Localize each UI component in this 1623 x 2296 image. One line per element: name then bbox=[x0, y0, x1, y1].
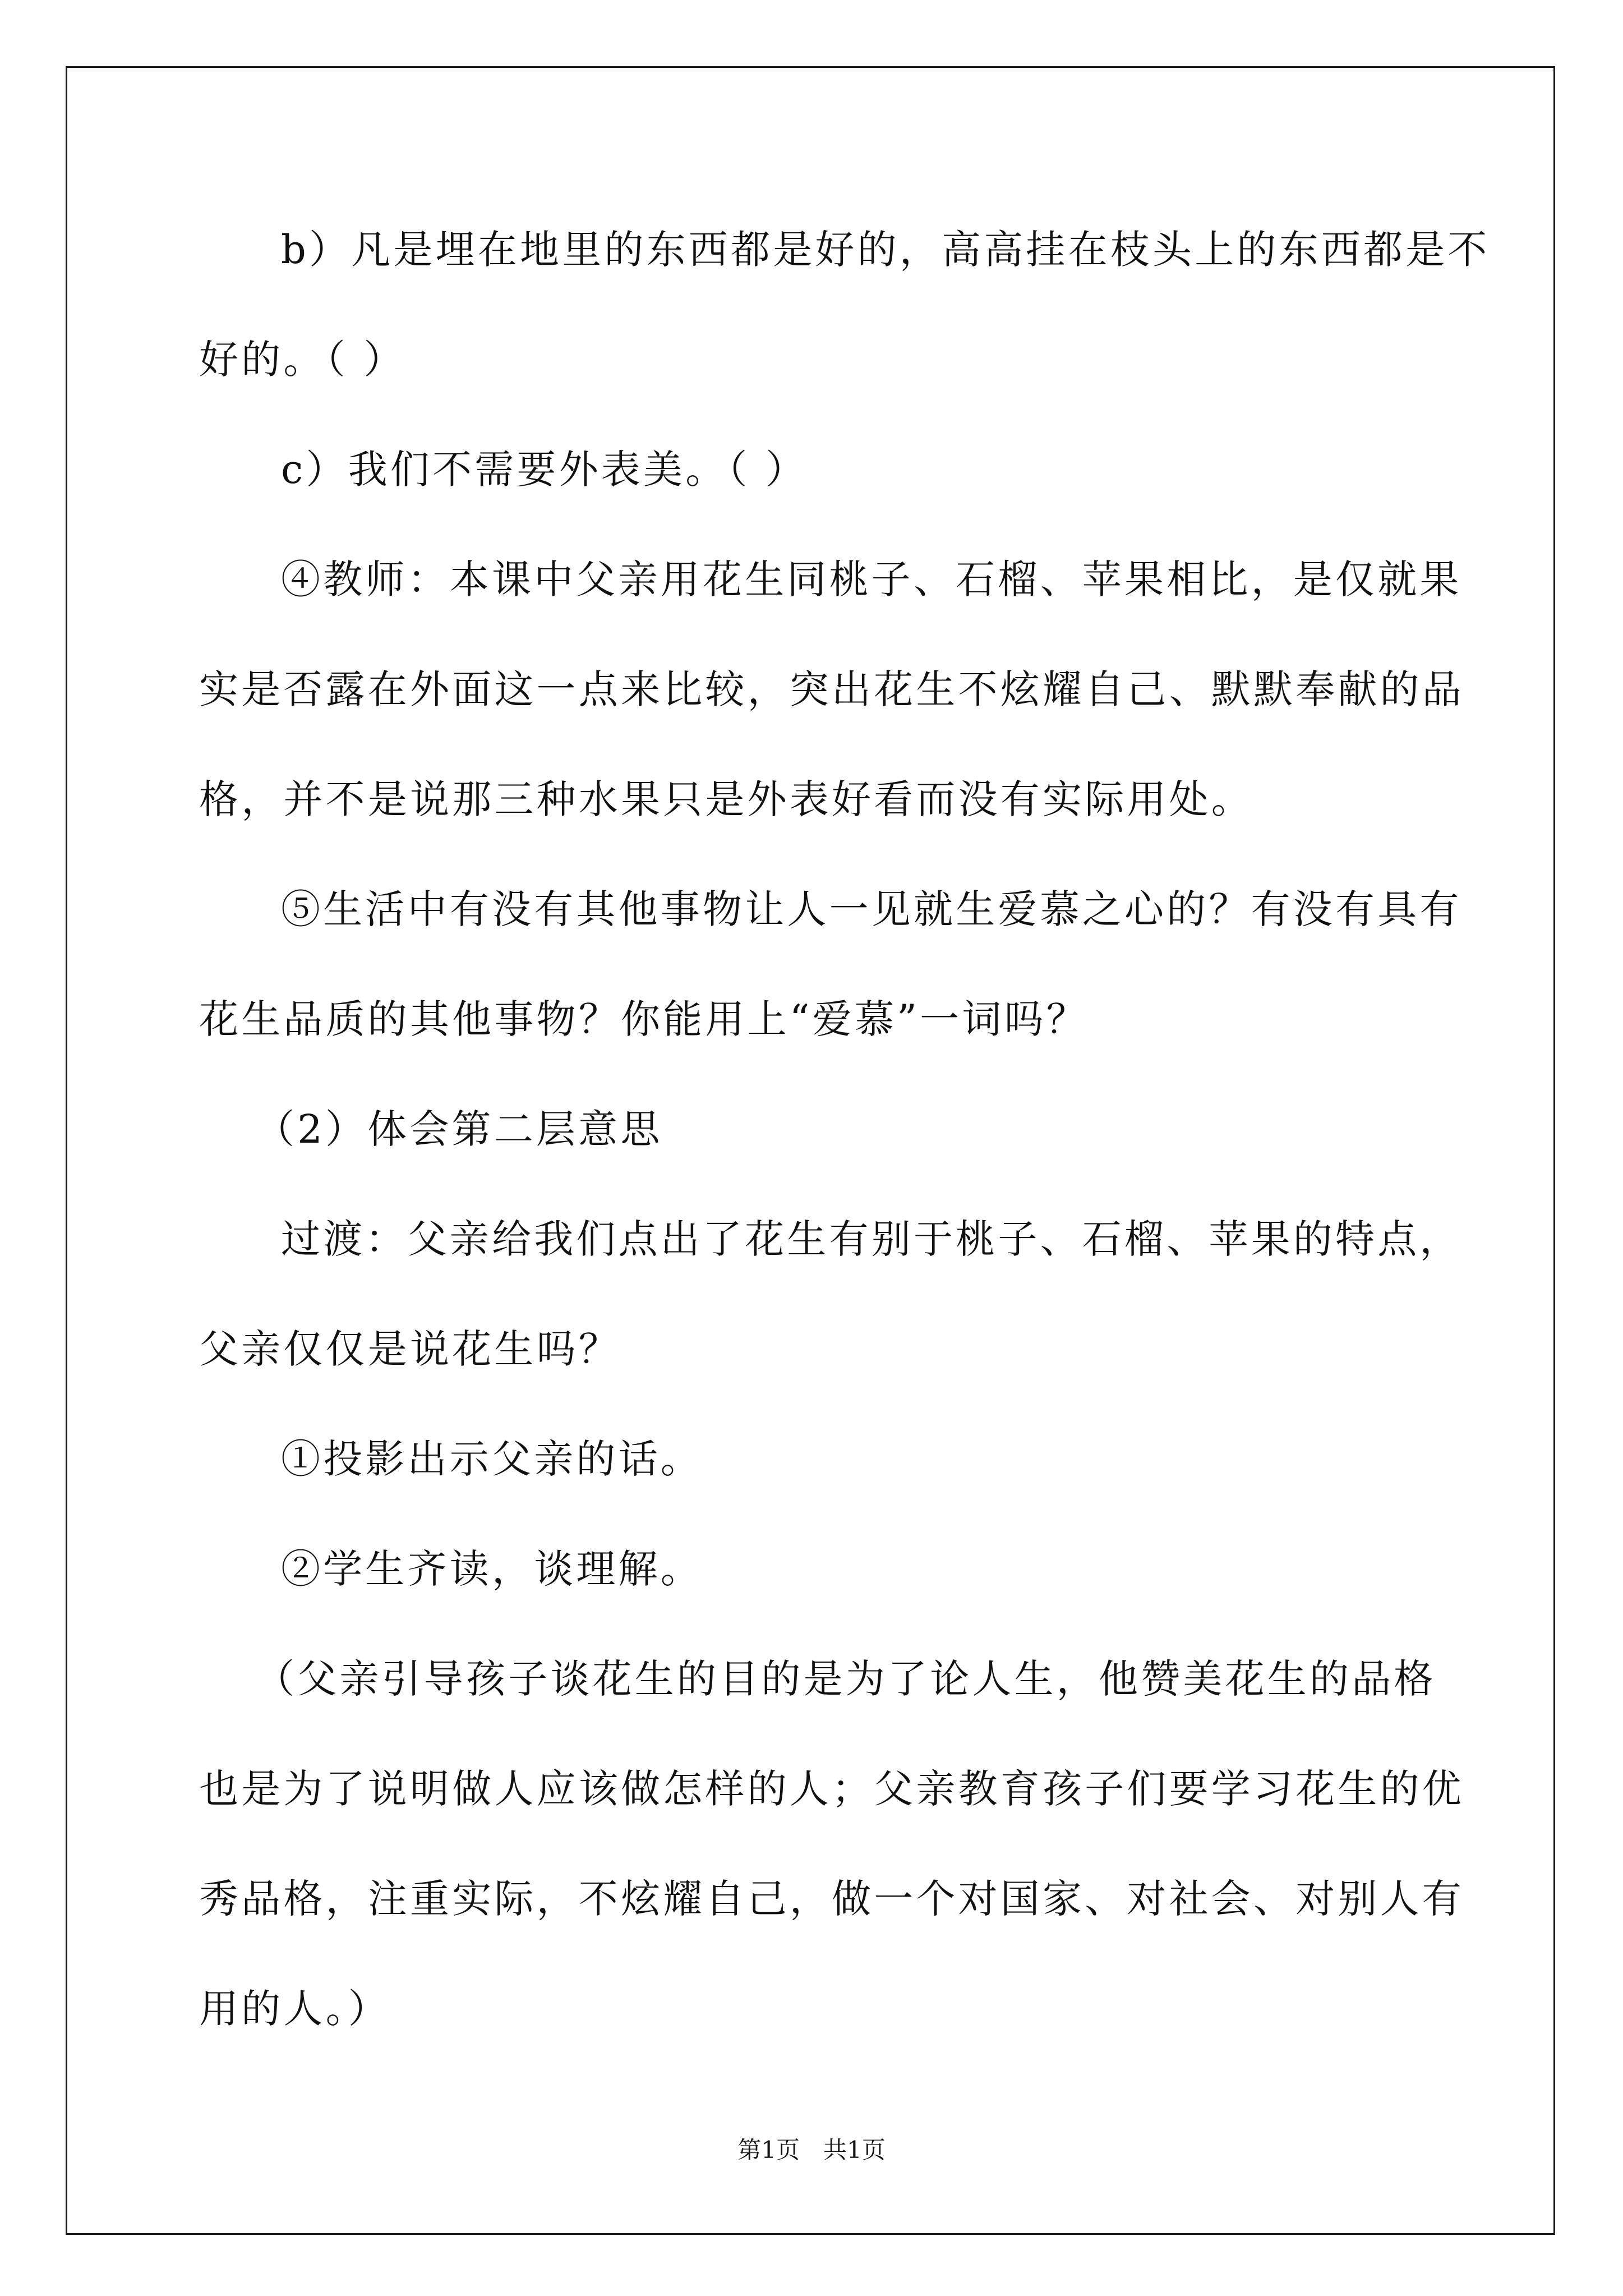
paragraph-line: 父亲仅仅是说花生吗？ bbox=[199, 1326, 621, 1372]
paragraph-line: 也是为了说明做人应该做怎样的人；父亲教育孩子们要学习花生的优 bbox=[199, 1766, 1464, 1812]
paragraph-line: 秀品格，注重实际，不炫耀自己，做一个对国家、对社会、对别人有 bbox=[199, 1876, 1464, 1922]
paragraph-line: 过渡：父亲给我们点出了花生有别于桃子、石榴、苹果的特点， bbox=[281, 1216, 1462, 1262]
paragraph-line: 花生品质的其他事物？你能用上“爱慕”一词吗？ bbox=[199, 996, 1089, 1042]
paragraph-line: b）凡是埋在地里的东西都是好的，高高挂在枝头上的东西都是不 bbox=[281, 227, 1490, 273]
paragraph-line: 实是否露在外面这一点来比较，突出花生不炫耀自己、默默奉献的品 bbox=[199, 666, 1464, 712]
paragraph-line: 用的人。） bbox=[199, 1986, 390, 2032]
section-heading: （2）体会第二层意思 bbox=[255, 1106, 663, 1152]
paragraph-line: ④教师：本课中父亲用花生同桃子、石榴、苹果相比，是仅就果 bbox=[281, 556, 1462, 602]
paragraph-line: （父亲引导孩子谈花生的目的是为了论人生，他赞美花生的品格 bbox=[255, 1656, 1436, 1702]
paragraph-line: 好的。（ ） bbox=[199, 337, 406, 383]
paragraph-line: 格，并不是说那三种水果只是外表好看而没有实际用处。 bbox=[199, 776, 1253, 822]
paragraph-line: ⑤生活中有没有其他事物让人一见就生爱慕之心的？有没有具有 bbox=[281, 886, 1462, 932]
paragraph-line: c）我们不需要外表美。（ ） bbox=[281, 447, 808, 493]
paragraph-line: ②学生齐读，谈理解。 bbox=[281, 1546, 703, 1592]
paragraph-line: ①投影出示父亲的话。 bbox=[281, 1436, 703, 1482]
page-number-footer: 第1页 共1页 bbox=[737, 2136, 886, 2164]
